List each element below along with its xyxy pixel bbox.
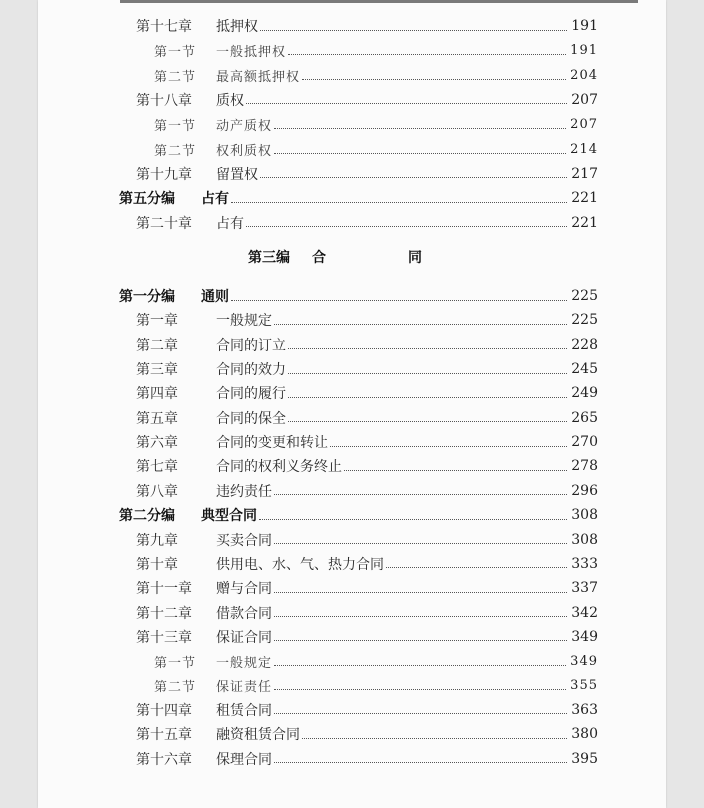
toc-entry-label: 第十一章 bbox=[136, 581, 192, 598]
toc-entry-title: 借款合同 bbox=[216, 605, 272, 622]
toc-entry-chapter bbox=[136, 162, 598, 186]
dot-leader bbox=[274, 128, 566, 129]
toc-entry-title: 一般规定 bbox=[216, 655, 273, 671]
dot-leader bbox=[246, 103, 567, 104]
part-heading-label: 第三编 bbox=[248, 250, 290, 266]
toc-entry-title: 动产质权 bbox=[216, 118, 273, 134]
toc-entry-chapter bbox=[136, 88, 598, 112]
toc-entry-label: 第十三章 bbox=[136, 629, 192, 646]
dot-leader bbox=[302, 738, 567, 739]
toc-entry-chapter bbox=[136, 211, 598, 235]
toc-entry-page-number: 363 bbox=[571, 701, 598, 718]
toc-entry-page-number: 380 bbox=[571, 726, 598, 743]
toc-entry-section bbox=[154, 137, 598, 161]
toc-entry-title: 质权 bbox=[216, 92, 244, 109]
toc-entry-title: 租赁合同 bbox=[216, 702, 272, 719]
toc-entry-label: 第七章 bbox=[136, 459, 178, 476]
dot-leader bbox=[274, 665, 566, 666]
toc-entry-label: 第一章 bbox=[136, 313, 178, 330]
dot-leader bbox=[274, 640, 567, 641]
toc-entry-page-number: 349 bbox=[571, 628, 598, 645]
toc-entry-page-number: 270 bbox=[571, 434, 598, 451]
dot-leader bbox=[274, 616, 567, 617]
toc-entry-title: 合同的权利义务终止 bbox=[216, 459, 342, 476]
toc-entry-label: 第二节 bbox=[154, 680, 197, 696]
toc-entry-label: 第四章 bbox=[136, 386, 178, 403]
part-heading bbox=[38, 247, 666, 267]
toc-entry-label: 第二章 bbox=[136, 337, 178, 354]
toc-entry-section bbox=[154, 649, 598, 673]
toc-entry-title: 保证责任 bbox=[216, 680, 273, 696]
toc-entry-chapter bbox=[136, 333, 598, 357]
toc-entry-label: 第二分编 bbox=[119, 508, 175, 525]
toc-entry-chapter bbox=[136, 430, 598, 454]
toc-entry-page-number: 308 bbox=[571, 507, 598, 524]
toc-entry-page-number: 265 bbox=[571, 409, 598, 426]
toc-entry-title: 供用电、水、气、热力合同 bbox=[216, 556, 384, 573]
dot-leader bbox=[288, 397, 567, 398]
toc-entry-page-number: 217 bbox=[571, 165, 598, 182]
toc-entry-label: 第十六章 bbox=[136, 751, 192, 768]
toc-entry-label: 第六章 bbox=[136, 435, 178, 452]
toc-entry-chapter bbox=[136, 552, 598, 576]
toc-entry-page-number: 225 bbox=[571, 312, 598, 329]
toc-entry-label: 第一节 bbox=[154, 655, 197, 671]
toc-entry-page-number: 308 bbox=[571, 531, 598, 548]
toc-entry-chapter bbox=[136, 698, 598, 722]
toc-entry-page-number: 245 bbox=[571, 361, 598, 378]
dot-leader bbox=[302, 79, 566, 80]
toc-entry-chapter bbox=[136, 601, 598, 625]
toc-entry-label: 第五分编 bbox=[119, 191, 175, 208]
toc-entry-page-number: 395 bbox=[571, 750, 598, 767]
dot-leader bbox=[274, 543, 567, 544]
toc-entry-title: 合同的履行 bbox=[216, 386, 286, 403]
toc-entry-label: 第二十章 bbox=[136, 215, 192, 232]
toc-entry-label: 第十七章 bbox=[136, 19, 192, 35]
toc-entry-title: 合同的保全 bbox=[216, 410, 286, 427]
dot-leader bbox=[274, 713, 567, 714]
toc-entry-label: 第十四章 bbox=[136, 702, 192, 719]
toc-entry-title: 最高额抵押权 bbox=[216, 69, 301, 85]
toc-entry-section bbox=[154, 63, 598, 87]
toc-entry-chapter bbox=[136, 722, 598, 746]
toc-entry-title: 占有 bbox=[216, 215, 244, 232]
toc-entry-chapter bbox=[136, 454, 598, 478]
dot-leader bbox=[231, 202, 567, 203]
dot-leader bbox=[274, 324, 567, 325]
toc-entry-title: 一般规定 bbox=[216, 313, 272, 330]
toc-entry-chapter bbox=[136, 14, 598, 38]
toc-entry-label: 第十八章 bbox=[136, 92, 192, 109]
toc-entry-page-number: 207 bbox=[570, 116, 598, 132]
toc-entry-title: 合同的变更和转让 bbox=[216, 435, 328, 452]
toc-entry-chapter bbox=[136, 406, 598, 430]
toc-entry-title: 赠与合同 bbox=[216, 581, 272, 598]
toc-entry-page-number: 221 bbox=[571, 190, 598, 207]
toc-entry-title: 合同的订立 bbox=[216, 337, 286, 354]
toc-entry-title: 权利质权 bbox=[216, 143, 273, 159]
toc-entry-title: 留置权 bbox=[216, 166, 258, 183]
toc-entry-page-number: 337 bbox=[571, 580, 598, 597]
toc-entry-chapter bbox=[136, 479, 598, 503]
toc-entry-label: 第九章 bbox=[136, 532, 178, 549]
dot-leader bbox=[260, 177, 567, 178]
toc-entry-chapter bbox=[136, 576, 598, 600]
dot-leader bbox=[246, 226, 567, 227]
toc-entry-title: 保理合同 bbox=[216, 751, 272, 768]
dot-leader bbox=[288, 373, 567, 374]
toc-entry-title: 一般抵押权 bbox=[216, 45, 287, 61]
part-heading-title: 合 同 bbox=[312, 250, 456, 266]
toc-entry-chapter bbox=[136, 625, 598, 649]
toc-entry-page-number: 278 bbox=[571, 458, 598, 475]
toc-entry-page-number: 225 bbox=[571, 288, 598, 304]
toc-entry-title: 保证合同 bbox=[216, 629, 272, 646]
toc-entry-page-number: 191 bbox=[571, 18, 598, 34]
dot-leader bbox=[288, 348, 567, 349]
dot-leader bbox=[274, 762, 567, 763]
toc-entry-label: 第五章 bbox=[136, 410, 178, 427]
dot-leader bbox=[260, 30, 567, 31]
toc-entry-page-number: 191 bbox=[570, 43, 598, 59]
dot-leader bbox=[274, 494, 567, 495]
toc-entry-page-number: 349 bbox=[570, 653, 598, 669]
top-rule bbox=[120, 0, 638, 3]
toc-entry-section bbox=[154, 39, 598, 63]
dot-leader bbox=[288, 54, 566, 55]
toc-entry-label: 第十章 bbox=[136, 556, 178, 573]
dot-leader bbox=[274, 153, 566, 154]
toc-entry-label: 第十二章 bbox=[136, 605, 192, 622]
toc-entry-sub bbox=[119, 186, 598, 210]
toc-entry-chapter bbox=[136, 308, 598, 332]
toc-entry-page-number: 221 bbox=[571, 214, 598, 231]
toc-entry-sub bbox=[119, 503, 598, 527]
toc-entry-chapter bbox=[136, 528, 598, 552]
document-page bbox=[38, 0, 666, 808]
toc-entry-title: 通则 bbox=[201, 289, 229, 305]
toc-entry-sub bbox=[119, 284, 598, 308]
dot-leader bbox=[274, 689, 566, 690]
toc-entry-page-number: 355 bbox=[570, 678, 598, 694]
dot-leader bbox=[231, 300, 567, 301]
toc-entry-page-number: 296 bbox=[571, 482, 598, 499]
dot-leader bbox=[386, 567, 567, 568]
dot-leader bbox=[344, 470, 567, 471]
toc-entry-title: 融资租赁合同 bbox=[216, 727, 300, 744]
toc-entry-page-number: 342 bbox=[571, 604, 598, 621]
toc-entry-label: 第八章 bbox=[136, 483, 178, 500]
dot-leader bbox=[274, 592, 567, 593]
toc-entry-label: 第一分编 bbox=[119, 289, 175, 305]
dot-leader bbox=[288, 421, 567, 422]
toc-entry-chapter bbox=[136, 381, 598, 405]
toc-entry-page-number: 333 bbox=[571, 555, 598, 572]
toc-entry-chapter bbox=[136, 357, 598, 381]
toc-entry-label: 第十五章 bbox=[136, 727, 192, 744]
toc-entry-section bbox=[154, 674, 598, 698]
toc-entry-title: 合同的效力 bbox=[216, 362, 286, 379]
dot-leader bbox=[259, 519, 567, 520]
toc-entry-label: 第十九章 bbox=[136, 166, 192, 183]
toc-entry-title: 违约责任 bbox=[216, 483, 272, 500]
toc-entry-title: 典型合同 bbox=[201, 508, 257, 525]
toc-entry-page-number: 207 bbox=[571, 91, 598, 108]
toc-entry-page-number: 249 bbox=[571, 385, 598, 402]
dot-leader bbox=[330, 446, 567, 447]
toc-entry-title: 占有 bbox=[201, 191, 229, 208]
toc-entry-page-number: 228 bbox=[571, 336, 598, 353]
toc-entry-page-number: 214 bbox=[570, 141, 598, 157]
toc-entry-label: 第一节 bbox=[154, 118, 197, 134]
toc-entry-label: 第三章 bbox=[136, 362, 178, 379]
toc-entry-title: 买卖合同 bbox=[216, 532, 272, 549]
toc-entry-page-number: 204 bbox=[570, 67, 598, 83]
toc-entry-label: 第二节 bbox=[154, 69, 197, 85]
toc-entry-label: 第二节 bbox=[154, 143, 197, 159]
toc-entry-chapter bbox=[136, 747, 598, 771]
toc-entry-title: 抵押权 bbox=[216, 19, 258, 35]
toc-entry-label: 第一节 bbox=[154, 45, 197, 61]
toc-entry-section bbox=[154, 112, 598, 136]
